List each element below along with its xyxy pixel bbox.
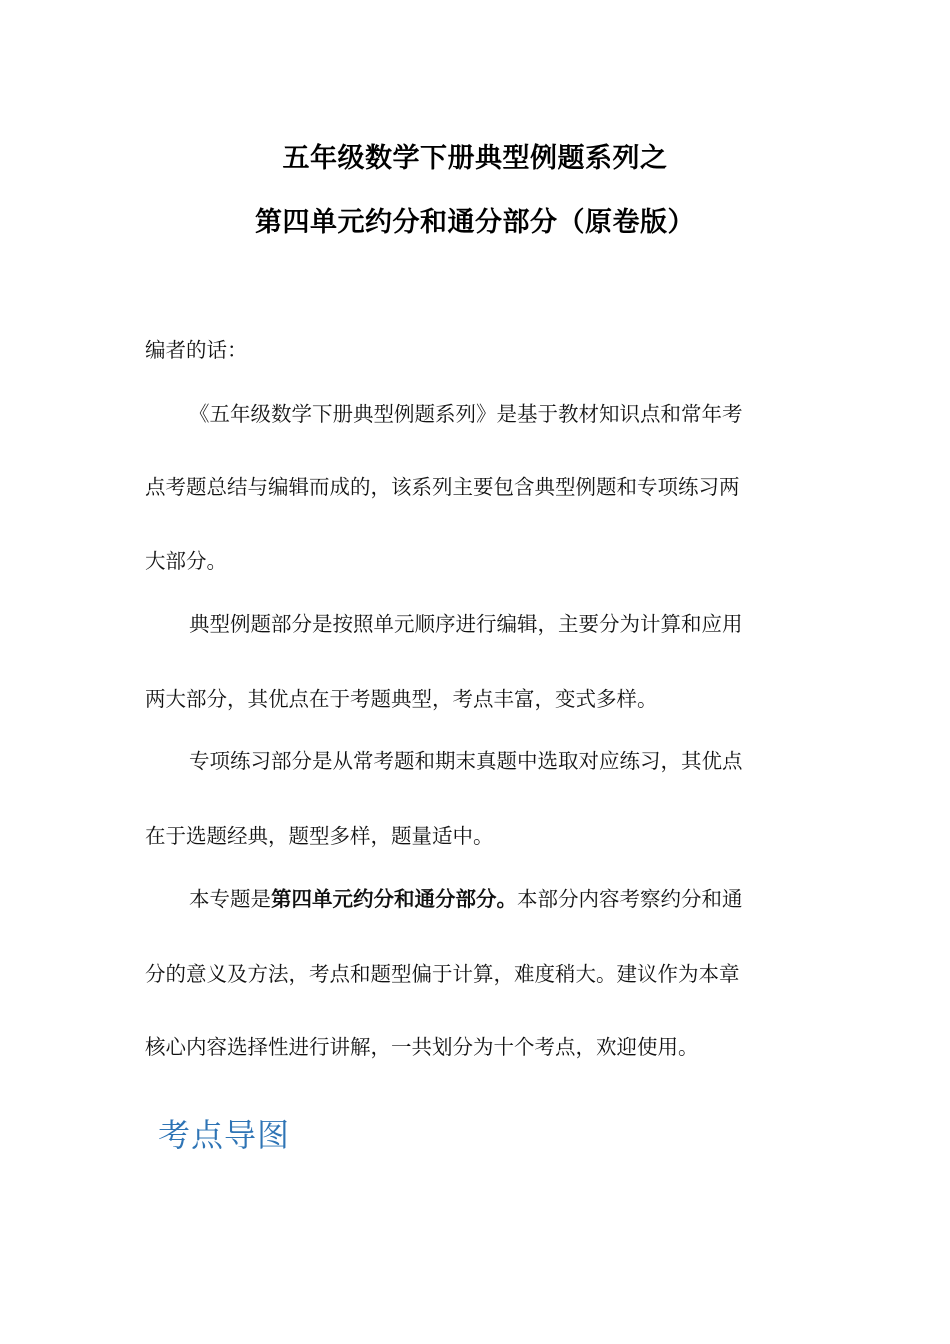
document-title-line1: 五年级数学下册典型例题系列之 [282,143,668,174]
paragraph-line: 两大部分，其优点在于考题典型，考点丰富，变式多样。 [145,687,658,711]
paragraph-line: 专项练习部分是从常考题和期末真题中选取对应练习，其优点 [189,749,743,773]
paragraph-line [189,882,743,912]
paragraph-line: 分的意义及方法，考点和题型偏于计算，难度稍大。建议作为本章 [145,962,740,986]
topic-emphasis: 第四单元约分和通分部分。 [271,887,517,911]
paragraph-line: 核心内容选择性进行讲解，一共划分为十个考点，欢迎使用。 [145,1035,699,1059]
paragraph-line: 典型例题部分是按照单元顺序进行编辑，主要分为计算和应用 [189,612,743,636]
section-heading-mindmap: 考点导图 [158,1116,291,1154]
paragraph-line: 《五年级数学下册典型例题系列》是基于教材知识点和常年考 [189,402,743,426]
preface-heading: 编者的话： [145,338,248,362]
paragraph-line: 在于选题经典，题型多样，题量适中。 [145,824,494,848]
paragraph-line: 点考题总结与编辑而成的，该系列主要包含典型例题和专项练习两 [145,475,740,499]
paragraph-line: 大部分。 [145,549,227,573]
paragraph-text: 本部分内容考察约分和通 [517,887,743,911]
document-title-line2: 第四单元约分和通分部分（原卷版） [255,207,695,238]
paragraph-text: 本专题是 [189,887,271,911]
